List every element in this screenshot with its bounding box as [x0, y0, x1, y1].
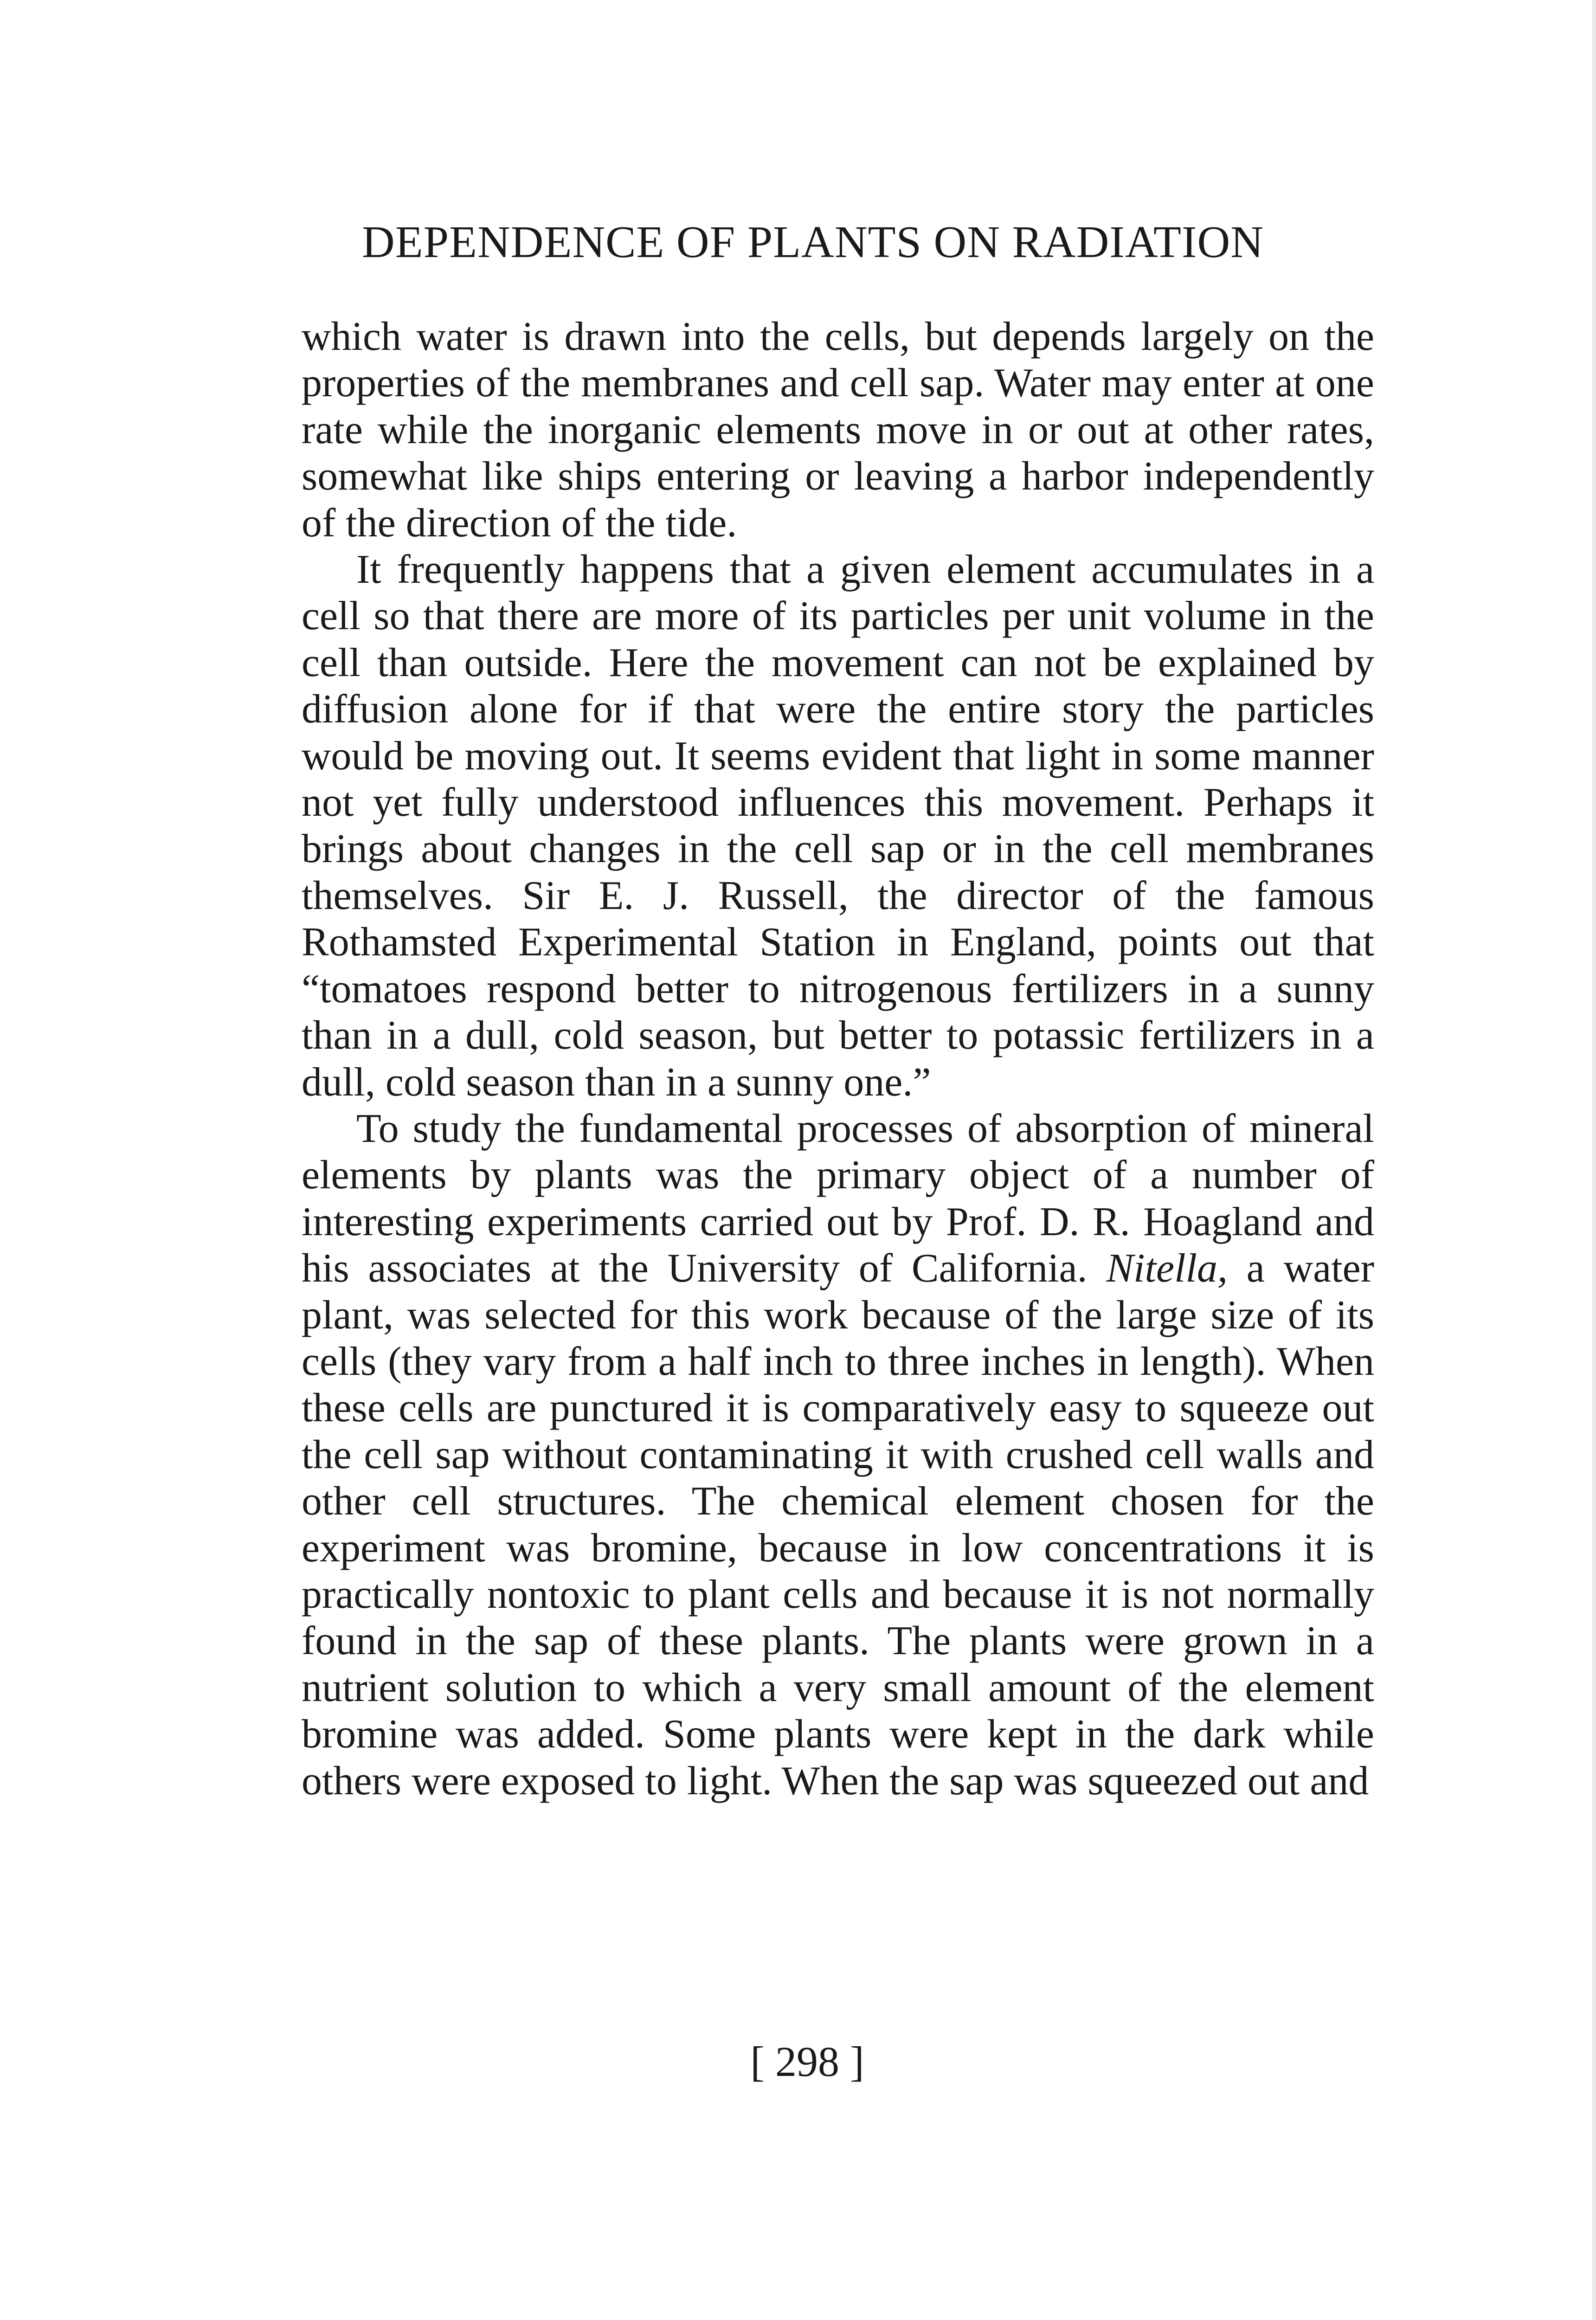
paragraph-continuation: which water is drawn into the cells, but depends largely on the properties of the membranes and cell sap. Water may enter at one rate while the inorganic elements move in or out at other rates, somewhat like ships entering or leaving a harbor independently of the direction of the tide.	[302, 314, 1374, 546]
paragraph-text-after-italic: a water plant, was selected for this work because of the large size of its cells (they vary from a half inch to three inches in length). When these cells are punctured it is comparatively easy to squeeze out the cell sap without contaminating it with crushed cell walls and other cell structures. The chemical element chosen for the experiment was bromine, because in low concentrations it is practically nontoxic to plant cells and because it is not normally found in the sap of these plants. The plants were grown in a nutrient solution to which a very small amount of the element bromine was added. Some plants were kept in the dark while others were exposed to light. When the sap was squeezed out and	[302, 1246, 1375, 1804]
paragraph-nitella-experiment	[302, 1106, 1374, 1804]
paragraph-text-before-italic: To study the fundamental processes of absorption of mineral elements by plants was the primary object of a number of interesting experiments carried out by Prof. D. R. Hoagland and his associates at the University of California.	[302, 1106, 1374, 1291]
page-edge-shadow	[1592, 0, 1596, 2320]
italic-species-name: Nitella,	[1106, 1246, 1228, 1291]
running-head: DEPENDENCE OF PLANTS ON RADIATION	[362, 217, 1264, 267]
body-text	[302, 314, 1374, 1804]
paragraph-accumulation: It frequently happens that a given element accumulates in a cell so that there are more of its particles per unit volume in the cell than outside. Here the movement can not be explained by diffusion alone for if that were the entire story the particles would be moving out. It seems evident that light in some manner not yet fully understood influences this movement. Perhaps it brings about changes in the cell sap or in the cell membranes themselves. Sir E. J. Russell, the director of the famous Rothamsted Experimental Station in England, points out that “tomatoes respond better to nitrogenous fertilizers in a sunny than in a dull, cold season, but better to potassic fertilizers in a dull, cold season than in a sunny one.”	[302, 547, 1374, 1105]
page-number: [ 298 ]	[750, 2038, 864, 2085]
